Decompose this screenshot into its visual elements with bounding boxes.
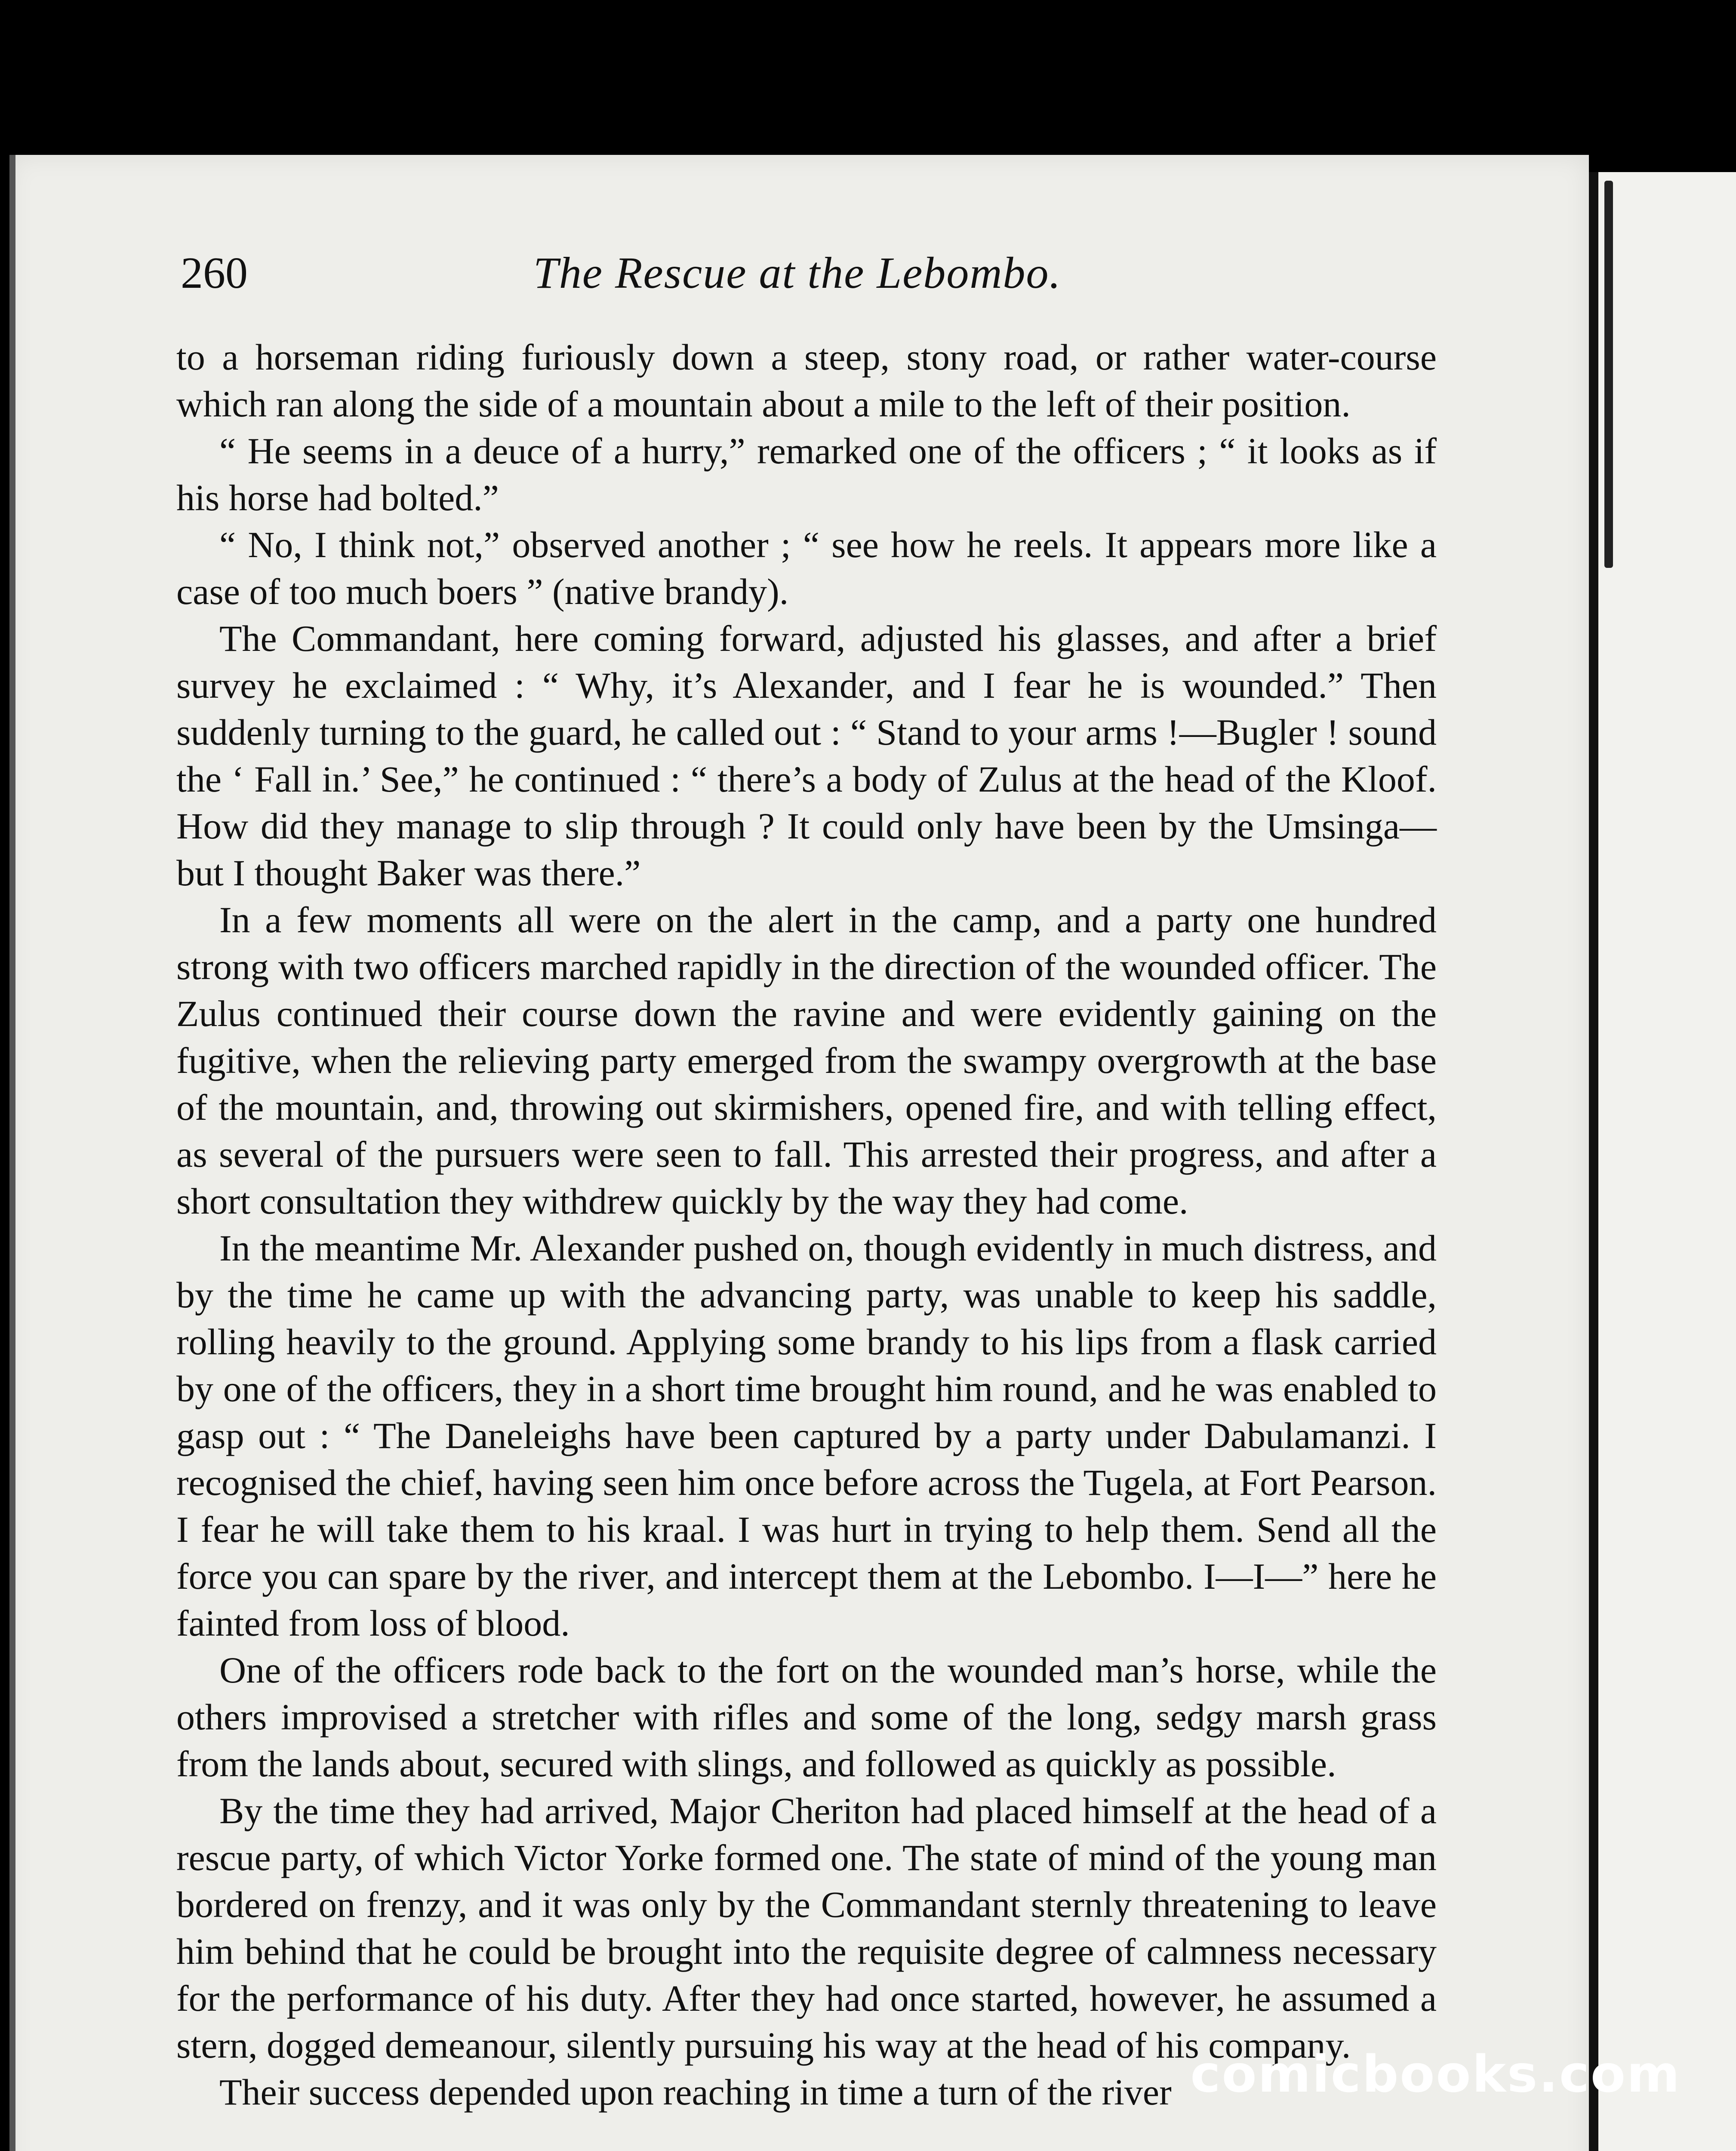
paragraph: By the time they had arrived, Major Cheriton had placed himself at the head of a rescue party, of which Victor Yorke formed one. The state of mind of the young man bordered on frenzy, and it was only by the Commandant sternly threatening to leave him behind that he could be brought into the requisite degree of calmness necessary for the performance of his duty. After they had once started, however, he assumed a stern, dogged demeanour, silently pursuing his way at the head of his company. xyxy=(176,1790,1437,2066)
paragraph: In the meantime Mr. Alexander pushed on, though evidently in much distress, and by the time he came up with the advancing party, was unable to keep his saddle, rolling heavily to the ground. Applying some brandy to his lips from a flask carried by one of the officers, they in a short time brought him round, and he was enabled to gasp out : “ The Daneleighs have been captured by a party under Dabulamanzi. I recognised the chief, having seen him once before across the Tugela, at Fort Pearson. I fear he will take them to his kraal. I was hurt in trying to help them. Send all the force you can spare by the river, and intercept them at the Lebombo. I—I—” here he fainted from loss of blood. xyxy=(176,1227,1437,1644)
paragraph: to a horseman riding furiously down a steep, stony road, or rather water-course which ran along the side of a mountain about a mile to the left of their position. xyxy=(176,336,1437,425)
facing-page-shadow xyxy=(1604,181,1613,568)
body-text xyxy=(176,334,1437,2116)
page-content xyxy=(176,245,1437,2116)
page-left-edge xyxy=(9,155,15,2151)
paragraph: “ No, I think not,” observed another ; “ see how he reels. It appears more like a case of too much boers ” (native brandy). xyxy=(176,524,1437,612)
paragraph: In a few moments all were on the alert in the camp, and a party one hundred strong with two officers marched rapidly in the direction of the wounded officer. The Zulus continued their course down the ravine and were evidently gaining on the fugitive, when the relieving party emerged from the swampy overgrowth at the base of the mountain, and, throwing out skirmishers, opened fire, and with telling effect, as several of the pursuers were seen to fall. This arrested their progress, and after a short consultation they withdrew quickly by the way they had come. xyxy=(176,899,1437,1222)
running-title: The Rescue at the Lebombo. xyxy=(533,248,1062,298)
watermark: comicbooks.com xyxy=(1190,2044,1681,2104)
paragraph: One of the officers rode back to the fort on the wounded man’s horse, while the others improvised a stretcher with rifles and some of the long, sedgy marsh grass from the lands about, secured with slings, and followed as quickly as possible. xyxy=(176,1649,1437,1784)
paragraph: “ He seems in a deuce of a hurry,” remarked one of the officers ; “ it looks as if his horse had bolted.” xyxy=(176,430,1437,518)
page-header xyxy=(176,245,1437,301)
paragraph: The Commandant, here coming forward, adjusted his glasses, and after a brief survey he exclaimed : “ Why, it’s Alexander, and I fear he is wounded.” Then suddenly turning to the guard, he called out : “ Stand to your arms !—Bugler ! sound the ‘ Fall in.’ See,” he continued : “ there’s a body of Zulus at the head of the Kloof. How did they manage to slip through ? It could only have been by the Umsinga—but I thought Baker was there.” xyxy=(176,618,1437,894)
page-number: 260 xyxy=(181,248,248,298)
paragraph: Their success depended upon reaching in time a turn of the river xyxy=(219,2071,1172,2113)
